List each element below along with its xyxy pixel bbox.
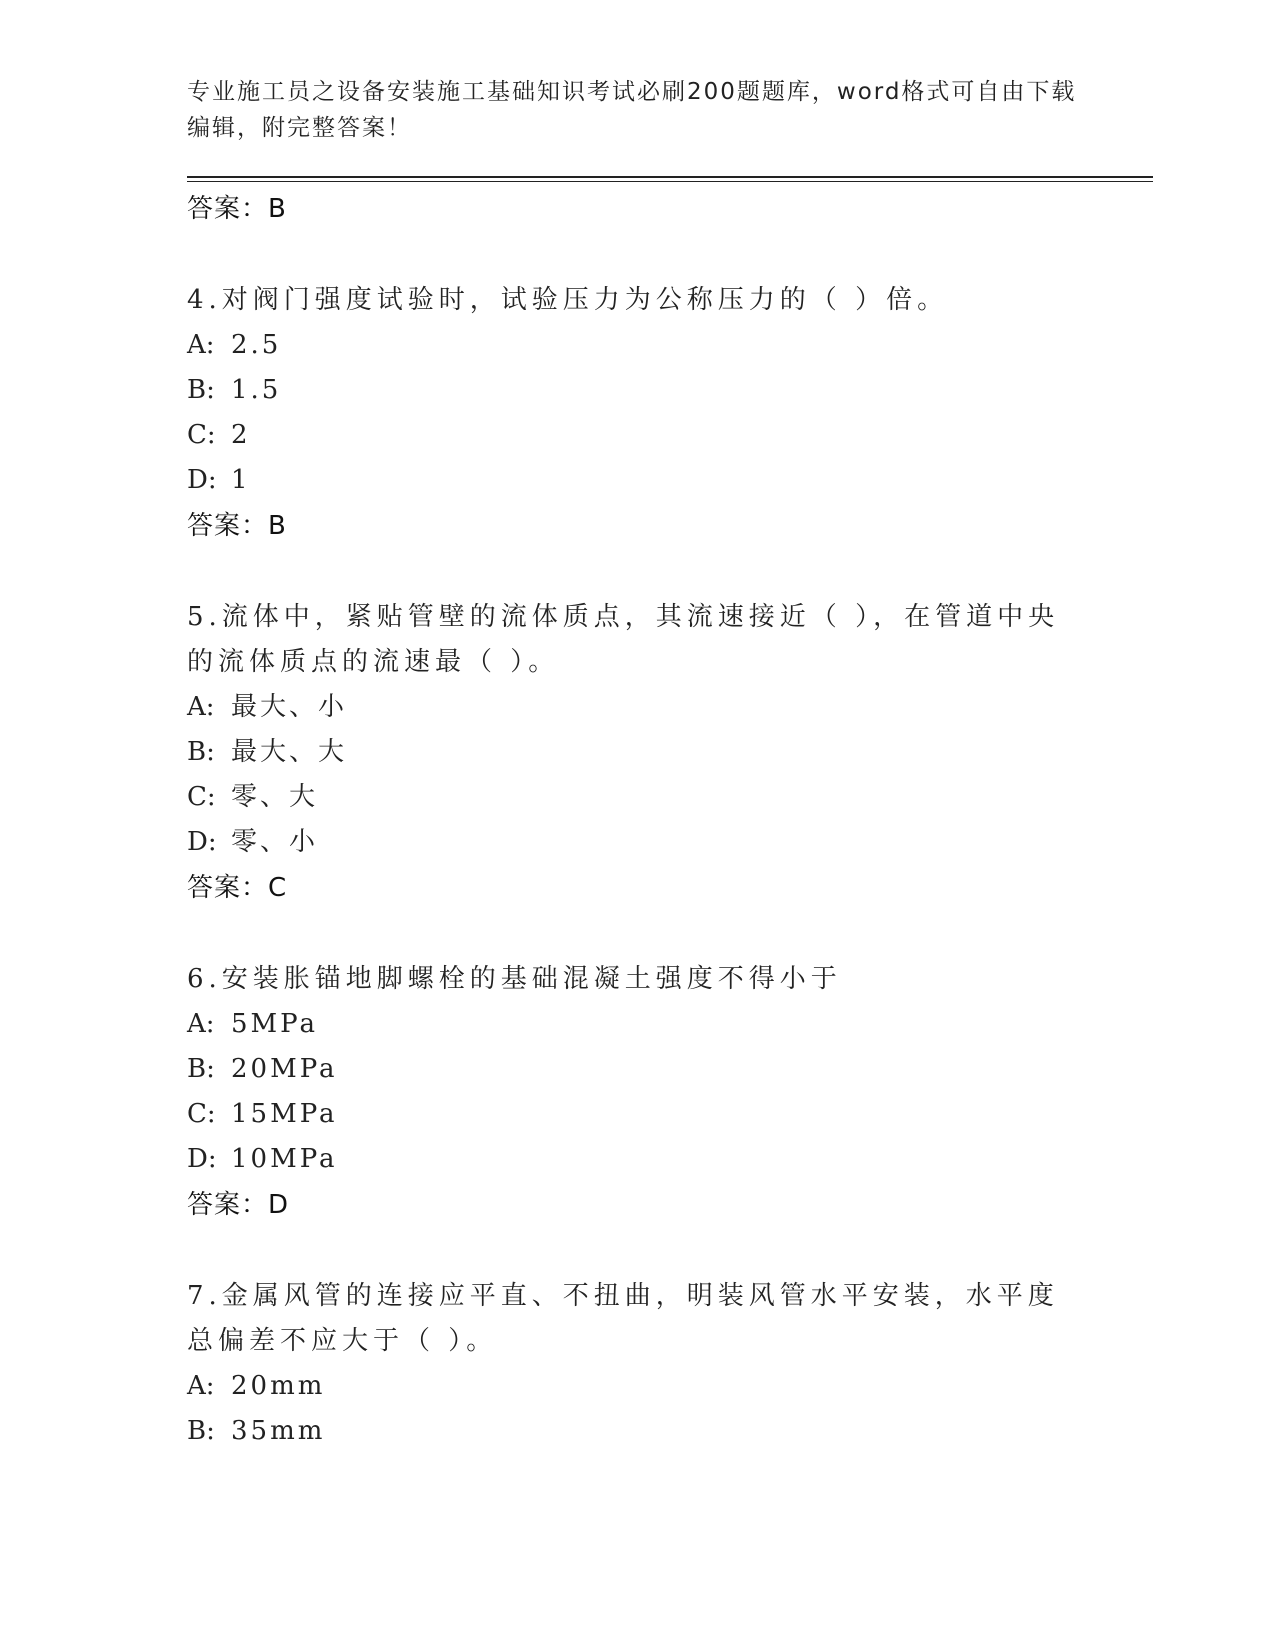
option-letter: B: [187, 737, 215, 767]
option-text: 最大、大 [231, 737, 348, 767]
question-stem: 5.流体中，紧贴管壁的流体质点，其流速接近（ ），在管道中央的流体质点的流速最（ ）。 [187, 602, 1060, 677]
option-letter: D: [187, 827, 217, 857]
header-line-2: 编辑，附完整答案！ [187, 115, 412, 141]
answer-line: 答案：B [187, 511, 287, 541]
option-letter: C: [187, 420, 216, 450]
answer-line: 答案：D [187, 1190, 290, 1220]
option-letter: C: [187, 1099, 216, 1129]
option-text: 10MPa [231, 1144, 338, 1174]
option-letter: D: [187, 465, 217, 495]
option-text: 2 [231, 420, 251, 450]
option-letter: B: [187, 1054, 215, 1084]
answer-line: 答案：B [187, 194, 287, 224]
option-a [187, 323, 1087, 368]
question-7 [187, 1274, 1087, 1454]
option-b [187, 1047, 1087, 1092]
option-letter: A: [187, 692, 215, 722]
option-text: 5MPa [231, 1009, 318, 1039]
option-text: 零、小 [231, 827, 319, 857]
option-letter: A: [187, 330, 215, 360]
option-text: 2.5 [231, 330, 282, 360]
option-letter: B: [187, 1416, 215, 1446]
option-letter: A: [187, 1371, 215, 1401]
document-header [187, 74, 1087, 146]
option-c [187, 413, 1087, 458]
option-b [187, 368, 1087, 413]
option-letter: B: [187, 375, 215, 405]
question-stem: 6.安装胀锚地脚螺栓的基础混凝土强度不得小于 [187, 964, 842, 994]
option-text: 最大、小 [231, 692, 348, 722]
option-c [187, 775, 1087, 820]
option-letter: D: [187, 1144, 217, 1174]
answer-line: 答案：C [187, 873, 288, 903]
option-a [187, 1002, 1087, 1047]
header-line-1: 专业施工员之设备安装施工基础知识考试必刷200题题库，word格式可自由下载 [187, 79, 1077, 105]
question-list [187, 186, 1087, 1454]
question-4 [187, 278, 1087, 549]
option-text: 1.5 [231, 375, 282, 405]
option-text: 1 [231, 465, 251, 495]
option-letter: C: [187, 782, 216, 812]
option-c [187, 1092, 1087, 1137]
option-text: 35mm [231, 1416, 326, 1446]
option-text: 20mm [231, 1371, 326, 1401]
option-text: 15MPa [231, 1099, 338, 1129]
option-b [187, 730, 1087, 775]
option-a [187, 685, 1087, 730]
header-rule-thin [187, 181, 1153, 182]
option-text: 20MPa [231, 1054, 338, 1084]
question-6 [187, 957, 1087, 1228]
question-stem: 4.对阀门强度试验时，试验压力为公称压力的（ ）倍。 [187, 285, 949, 315]
header-rule-thick [187, 176, 1153, 178]
option-d [187, 1137, 1087, 1182]
option-b [187, 1409, 1087, 1454]
option-d [187, 820, 1087, 865]
option-letter: A: [187, 1009, 215, 1039]
option-a [187, 1364, 1087, 1409]
option-text: 零、大 [231, 782, 319, 812]
question-stem: 7.金属风管的连接应平直、不扭曲，明装风管水平安装，水平度总偏差不应大于（ ）。 [187, 1281, 1059, 1356]
question-5 [187, 595, 1087, 911]
option-d [187, 458, 1087, 503]
